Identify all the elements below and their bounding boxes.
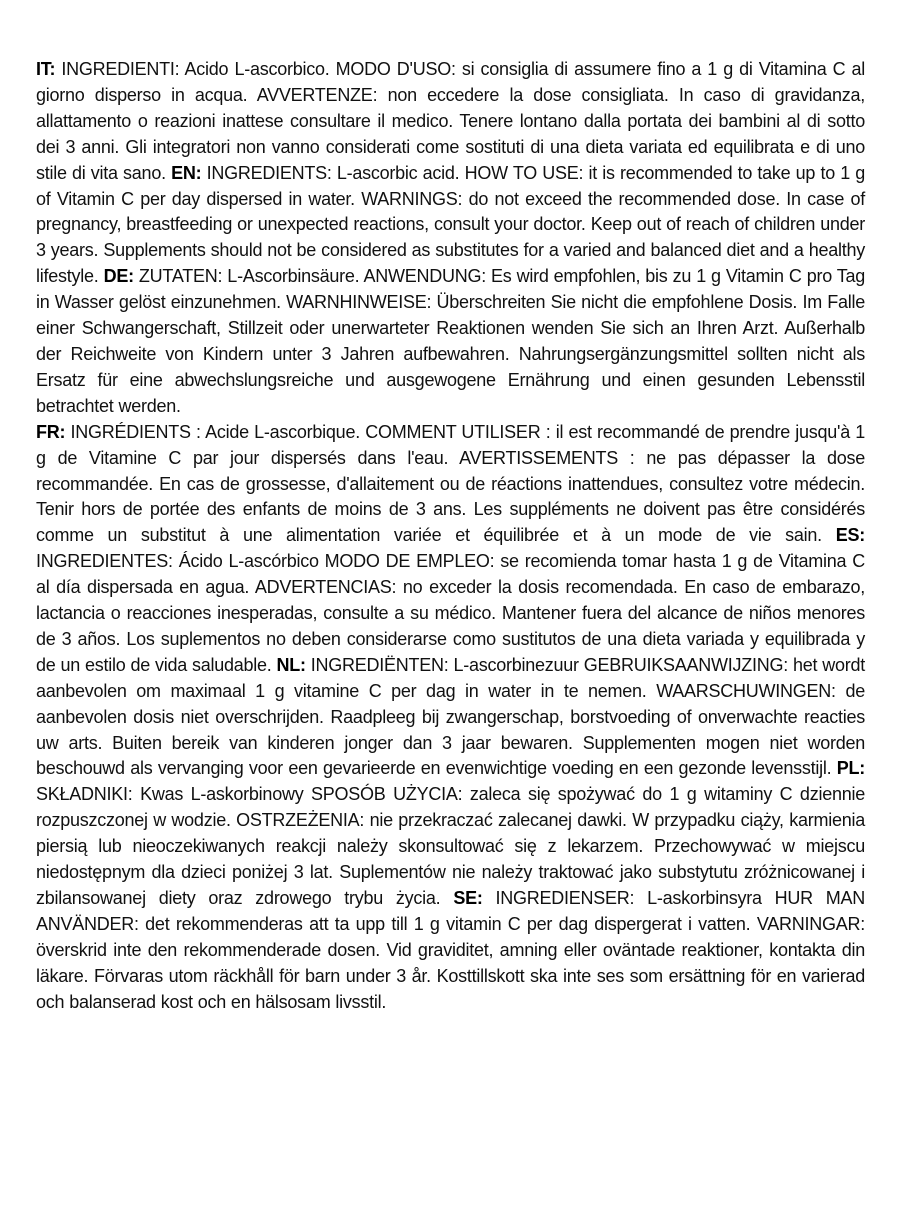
lang-tag-fr: FR: <box>36 421 66 442</box>
label-text-en: INGREDIENTS: L-ascorbic acid. HOW TO USE: it is recommended to take up to 1 g of Vitamin C per day dispersed in water. WARNINGS: do not exceed the recommended dose. In case of pregnancy, breastfeeding or unexpected reactions, consult your doctor. Keep out of reach of children under 3 years. Supplements should not be considered as substitutes for a varied and balanced diet and a healthy lifestyle. <box>36 162 865 287</box>
label-text-se: INGREDIENSER: L-askorbinsyra HUR MAN ANVÄNDER: det rekommenderas att ta upp till 1 g vitamin C per dag dispergerat i vatten. VARNINGAR: överskrid inte den rekommenderade dosen. Vid graviditet, amning eller oväntade reaktioner, kontakta din läkare. Förvaras utom räckhåll för barn under 3 år. Kosttillskott ska inte ses som ersättning för en varierad och balanserad kost och en hälsosam livsstil. <box>36 888 865 1012</box>
label-text-de: ZUTATEN: L-Ascorbinsäure. ANWENDUNG: Es wird empfohlen, bis zu 1 g Vitamin C pro Tag in Wasser gelöst einzunehmen. WARNHINWEISE: Überschreiten Sie nicht die empfohlene Dosis. Im Falle einer Schwangerschaft, Stillzeit oder unerwarteter Reaktionen wenden Sie sich an Ihren Arzt. Außerhalb der Reichweite von Kindern unter 3 Jahren aufbewahren. Nahrungsergänzungsmittel sollten nicht als Ersatz für eine abwechslungsreiche und ausgewogene Ernährung und einen gesunden Lebensstil betrachtet werden. <box>36 266 865 416</box>
lang-tag-it: IT: <box>36 59 56 79</box>
label-text-it: INGREDIENTI: Acido L-ascorbico. MODO D'USO: si consiglia di assumere fino a 1 g di Vitamina C al giorno disperso in acqua. AVVERTENZE: non eccedere la dose consigliata. In caso di gravidanza, allattamento o reazioni inattese consultare il medico. Tenere lontano dalla portata dei bambini al di sotto dei 3 anni. Gli integratori non vanno considerati come sostituti di una dieta variata ed equilibrata e di uno stile di vita sano. <box>36 59 865 183</box>
label-paragraph-fr-es-nl-pl-se <box>36 420 865 1016</box>
label-text-fr: INGRÉDIENTS : Acide L-ascorbique. COMMENT UTILISER : il est recommandé de prendre jusqu'à 1 g de Vitamine C par jour dispersés dans l'eau. AVERTISSEMENTS : ne pas dépasser la dose recommandée. En cas de grossesse, d'allaitement ou de réactions inattendues, consultez votre médecin. Tenir hors de portée des enfants de moins de 3 ans. Les suppléments ne doivent pas être considérés comme un substitut à une alimentation variée et équilibrée et à un mode de vie sain. <box>36 421 865 546</box>
lang-tag-pl: PL: <box>836 758 865 779</box>
lang-tag-se: SE: <box>453 888 483 908</box>
lang-tag-en: EN: <box>171 162 202 183</box>
label-text-es: INGREDIENTES: Ácido L-ascórbico MODO DE EMPLEO: se recomienda tomar hasta 1 g de Vitamina C al día dispersada en agua. ADVERTENCIAS: no exceder la dosis recomendada. En caso de embarazo, lactancia o reacciones inesperadas, consulte a su médico. Mantener fuera del alcance de niños menores de 3 años. Los suplementos no deben considerarse como sustitutos de una dieta variada y equilibrada y de un estilo de vida saludable. <box>36 551 865 675</box>
label-text-pl: SKŁADNIKI: Kwas L-askorbinowy SPOSÓB UŻYCIA: zaleca się spożywać do 1 g witaminy C dziennie rozpuszczonej w wodzie. OSTRZEŻENIA: nie przekraczać zalecanej dawki. W przypadku ciąży, karmienia piersią lub nieoczekiwanych reakcji należy skonsultować się z lekarzem. Przechowywać w miejscu niedostępnym dla dzieci poniżej 3 lat. Suplementów nie należy traktować jako substytutu zróżnicowanej i zbilansowanej diety oraz zdrowego trybu życia. <box>36 784 865 908</box>
lang-tag-de: DE: <box>103 266 134 287</box>
label-paragraph-it-en-de <box>36 57 865 420</box>
lang-tag-es: ES: <box>835 525 865 546</box>
label-text-nl: INGREDIËNTEN: L-ascorbinezuur GEBRUIKSAANWIJZING: het wordt aanbevolen om maximaal 1 g vitamine C per dag in water in te nemen. WAARSCHUWINGEN: de aanbevolen dosis niet overschrijden. Raadpleeg bij zwangerschap, borstvoeding of onverwachte reacties uw arts. Buiten bereik van kinderen jonger dan 3 jaar bewaren. Supplementen mogen niet worden beschouwd als vervanging voor een gevarieerde en evenwichtige voeding en een gezonde levensstijl. <box>36 654 865 779</box>
lang-tag-nl: NL: <box>276 654 306 675</box>
